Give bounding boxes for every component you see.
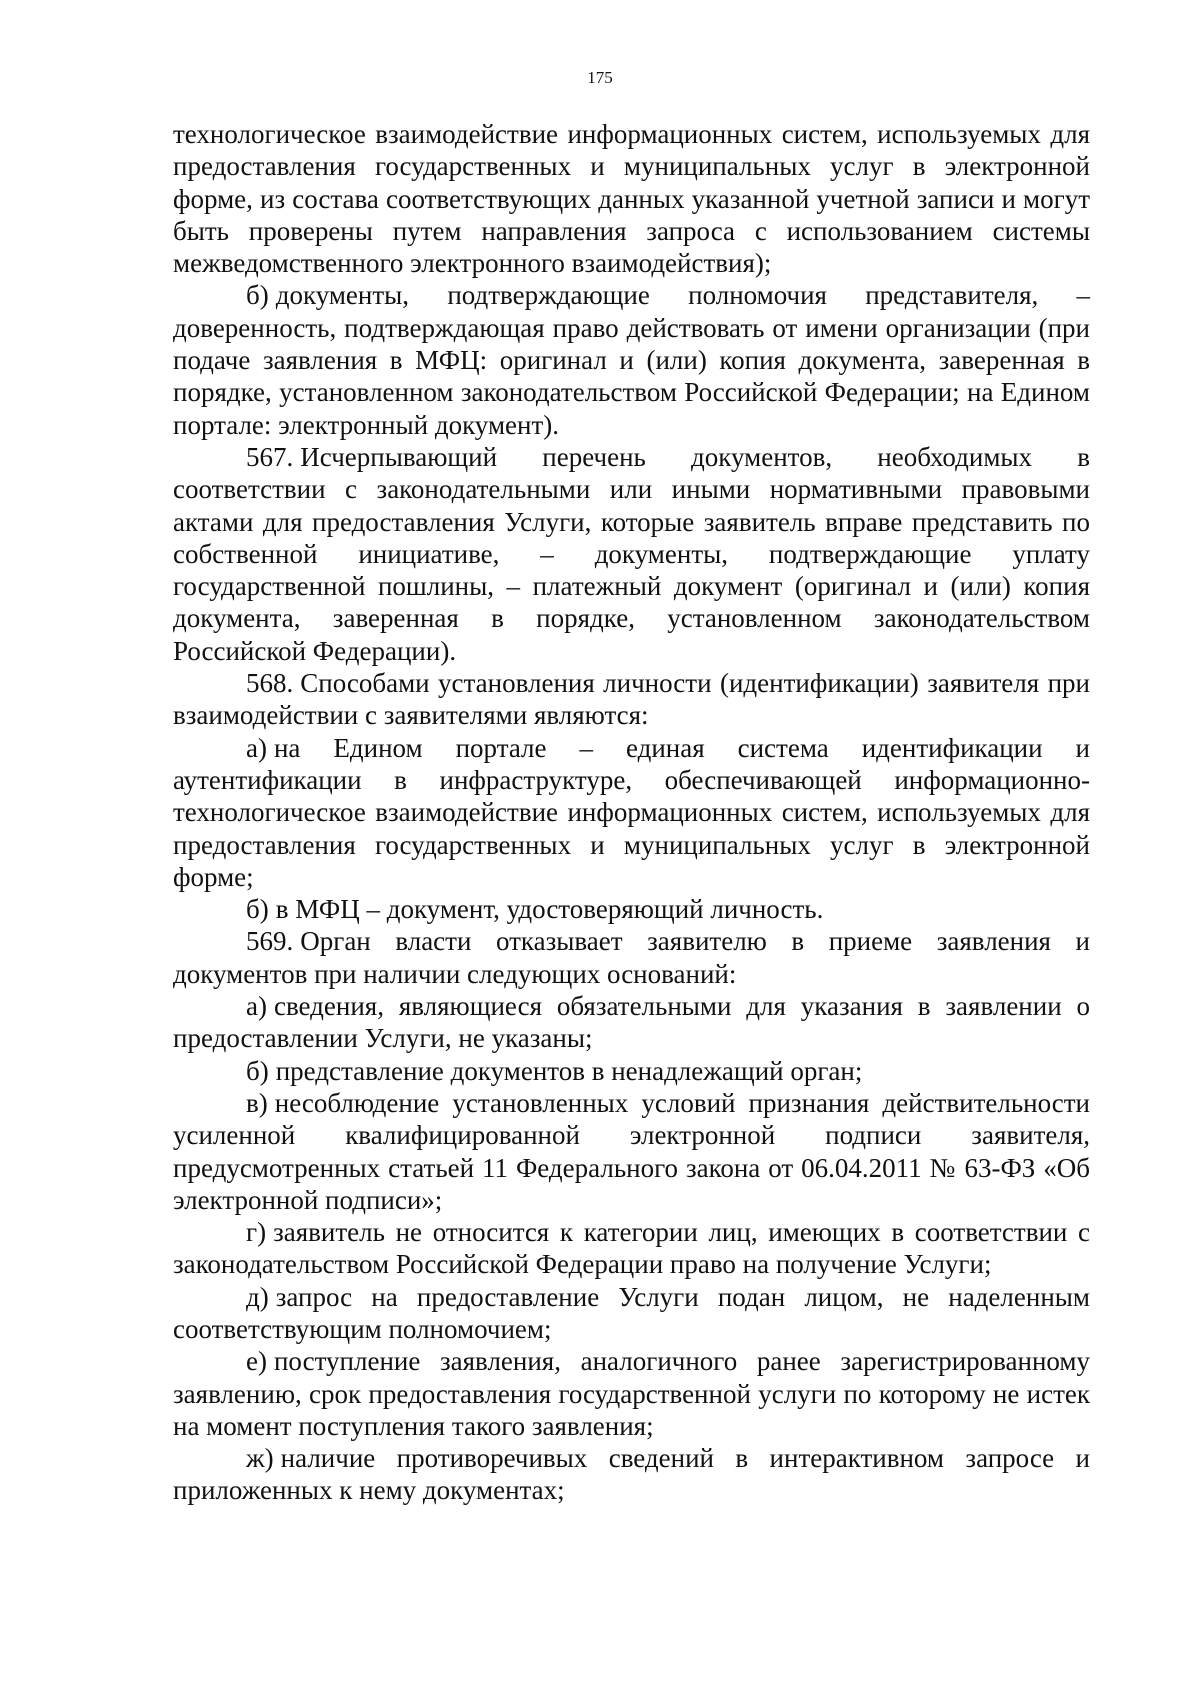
paragraph-text: в МФЦ – документ, удостоверяющий личность. xyxy=(275,894,824,925)
item-label: д) xyxy=(246,1281,269,1312)
list-item-a xyxy=(173,990,1090,1055)
item-label: ж) xyxy=(246,1443,274,1474)
item-label: б) xyxy=(246,894,269,925)
item-label: а) xyxy=(246,732,267,763)
list-item-zh xyxy=(173,1442,1090,1507)
clause-number: 567. xyxy=(246,441,294,472)
clause-569 xyxy=(173,925,1090,990)
paragraph-continuation xyxy=(173,118,1090,279)
item-label: а) xyxy=(246,991,267,1022)
paragraph-text: на Едином портале – единая система идентификации и аутентификации в инфраструктуре, обеспечивающей информационно-технологическое взаимодействие информационных систем, используемых для предоставления государственных и муниципальных услуг в электронной форме; xyxy=(173,732,1090,892)
list-item-a xyxy=(173,732,1090,893)
paragraph-text: запрос на предоставление Услуги подан лицом, не наделенным соответствующим полномочием; xyxy=(173,1281,1090,1344)
paragraph-text: документы, подтверждающие полномочия представителя, – доверенность, подтверждающая право действовать от имени организации (при подаче заявления в МФЦ: оригинал и (или) копия документа, заверенная в порядке, установленном законодательством Российской Федерации; на Едином портале: электронный документ). xyxy=(173,280,1090,440)
page-number: 175 xyxy=(587,68,613,87)
paragraph-text: Орган власти отказывает заявителю в приеме заявления и документов при наличии следующих оснований: xyxy=(173,926,1090,989)
paragraph-text: Способами установления личности (идентификации) заявителя при взаимодействии с заявителями являются: xyxy=(173,668,1090,731)
paragraph-text: сведения, являющиеся обязательными для указания в заявлении о предоставлении Услуги, не указаны; xyxy=(173,991,1090,1054)
item-label: г) xyxy=(246,1217,267,1248)
clause-number: 569. xyxy=(246,926,294,957)
list-item-b xyxy=(173,893,1090,925)
list-item-b xyxy=(173,1055,1090,1087)
item-label: е) xyxy=(246,1346,267,1377)
clause-number: 568. xyxy=(246,668,294,699)
clause-567 xyxy=(173,441,1090,667)
list-item-g xyxy=(173,1216,1090,1281)
document-body xyxy=(173,118,1090,1507)
item-label: в) xyxy=(246,1087,268,1118)
paragraph-text: поступление заявления, аналогичного ранее зарегистрированному заявлению, срок предоставления государственной услуги по которому не истек на момент поступления такого заявления; xyxy=(173,1346,1090,1441)
list-item-d xyxy=(173,1281,1090,1346)
paragraph-text: заявитель не относится к категории лиц, имеющих в соответствии с законодательством Российской Федерации право на получение Услуги; xyxy=(173,1217,1090,1280)
list-item-v xyxy=(173,1087,1090,1216)
item-label: б) xyxy=(246,280,269,311)
item-label: б) xyxy=(246,1055,269,1086)
paragraph-text: технологическое взаимодействие информационных систем, используемых для предоставления государственных и муниципальных услуг в электронной форме, из состава соответствующих данных указанной учетной записи и могут быть проверены путем направления запроса с использованием системы межведомственного электронного взаимодействия); xyxy=(173,119,1090,279)
paragraph-text: несоблюдение установленных условий признания действительности усиленной квалифицированной электронной подписи заявителя, предусмотренных статьей 11 Федерального закона от 06.04.2011 № 63-ФЗ «Об электронной подписи»; xyxy=(173,1087,1090,1215)
list-item-e xyxy=(173,1345,1090,1442)
paragraph-text: представление документов в ненадлежащий орган; xyxy=(275,1055,863,1086)
paragraph-text: Исчерпывающий перечень документов, необходимых в соответствии с законодательными или иными нормативными правовыми актами для предоставления Услуги, которые заявитель вправе представить по собственной инициативе, – документы, подтверждающие уплату государственной пошлины, – платежный документ (оригинал и (или) копия документа, заверенная в порядке, установленном законодательством Российской Федерации). xyxy=(173,441,1090,666)
paragraph-text: наличие противоречивых сведений в интерактивном запросе и приложенных к нему документах; xyxy=(173,1443,1090,1506)
list-item-b xyxy=(173,279,1090,440)
clause-568 xyxy=(173,667,1090,732)
